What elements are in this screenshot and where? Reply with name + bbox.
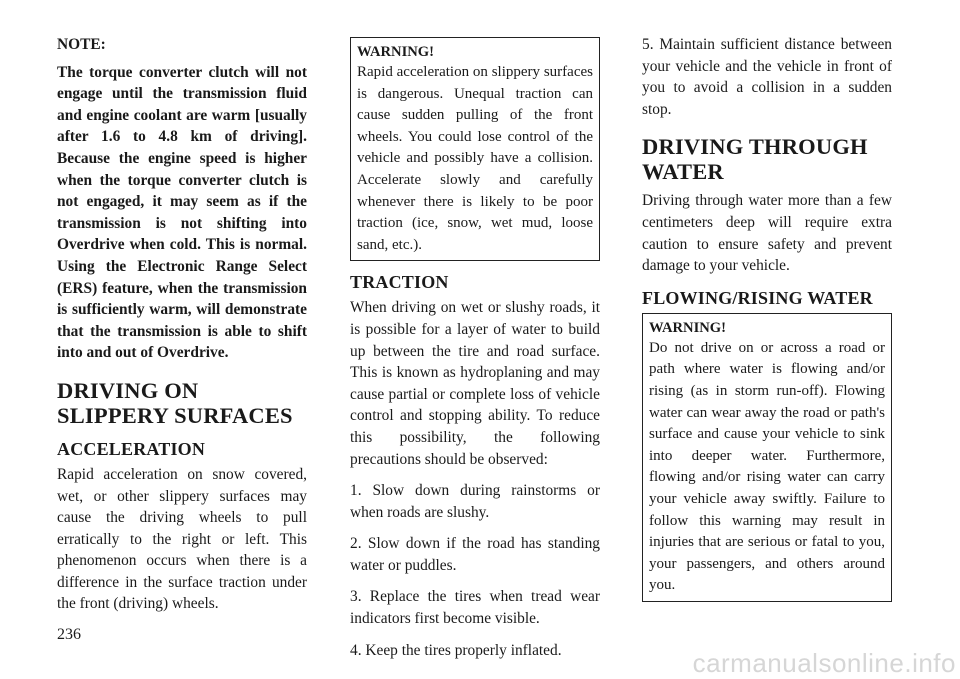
traction-intro: When driving on wet or slushy roads, it is possible for a layer of water to build up between the tire and road surface. This is known as hydroplaning and may cause partial or complete loss of vehicle control and stopping ability. To reduce this possibility, the following precautions should be observed: <box>350 299 600 468</box>
subheading-flowing-rising-water: FLOWING/RISING WATER <box>642 287 873 308</box>
section-heading-slippery-surfaces: DRIVING ON SLIPPERY SURFACES <box>57 377 293 428</box>
list-item: 5. Maintain sufficient distance between your vehicle and the vehicle in front of you to avoid a collision in a sudden stop. <box>642 36 892 118</box>
warning-title: WARNING! <box>357 44 435 60</box>
list-item: 4. Keep the tires properly inflated. <box>350 641 562 659</box>
list-item: 1. Slow down during rainstorms or when roads are slushy. <box>350 482 600 521</box>
subheading-acceleration: ACCELERATION <box>57 438 206 459</box>
warning-box-acceleration <box>350 37 600 261</box>
note-title: NOTE: <box>57 36 106 53</box>
water-paragraph: Driving through water more than a few centimeters deep will require extra caution to ensure safety and prevent damage to your vehicle. <box>642 192 892 275</box>
section-heading-driving-through-water: DRIVING THROUGH WATER <box>642 134 868 185</box>
column-2 <box>350 34 600 671</box>
page-number: 236 <box>57 626 81 643</box>
list-item: 2. Slow down if the road has standing water or puddles. <box>350 535 600 574</box>
column-1 <box>57 34 307 625</box>
warning-title: WARNING! <box>649 319 727 336</box>
warning-body: Rapid acceleration on slippery surfaces is dangerous. Unequal traction can cause sudden pulling of the front wheels. You could lose control of the vehicle and possibly have a collision. Accelerate slowly and carefully whenever there is likely to be poor traction (ice, snow, wet mud, loose sand, etc.). <box>357 64 593 253</box>
watermark-text: carmanualsonline.info <box>692 648 956 678</box>
note-body: The torque converter clutch will not engage until the transmission fluid and engine coolant are warm [usually after 1.6 to 4.8 km of driving]. Because the engine speed is higher when the torque converter clutch is not engaged, it may seem as if the transmission is not shifting into Overdrive when cold. This is normal. Using the Electronic Range Select (ERS) feature, when the transmission is sufficiently warm, will demonstrate that the transmission is able to shift into and out of Overdrive. <box>57 63 307 362</box>
list-item: 3. Replace the tires when tread wear indicators first become visible. <box>350 588 600 628</box>
warning-body: Do not drive on or across a road or path where water is flowing and/or rising (as in storm run-off). Flowing water can wear away the road or path's surface and cause your vehicle to sink into deeper water. Furthermore, flowing and/or rising water can carry your vehicle away swiftly. Failure to follow this warning may result in injuries that are serious or fatal to you, your passengers, and others around you. <box>649 339 885 594</box>
acceleration-paragraph: Rapid acceleration on snow covered, wet, or other slippery surfaces may cause the driving wheels to pull erratically to the right or left. This phenomenon occurs when there is a difference in the surface traction under the front (driving) wheels. <box>57 465 307 613</box>
subheading-traction: TRACTION <box>350 272 449 293</box>
warning-box-flowing-water <box>642 313 892 602</box>
column-3 <box>642 34 892 612</box>
